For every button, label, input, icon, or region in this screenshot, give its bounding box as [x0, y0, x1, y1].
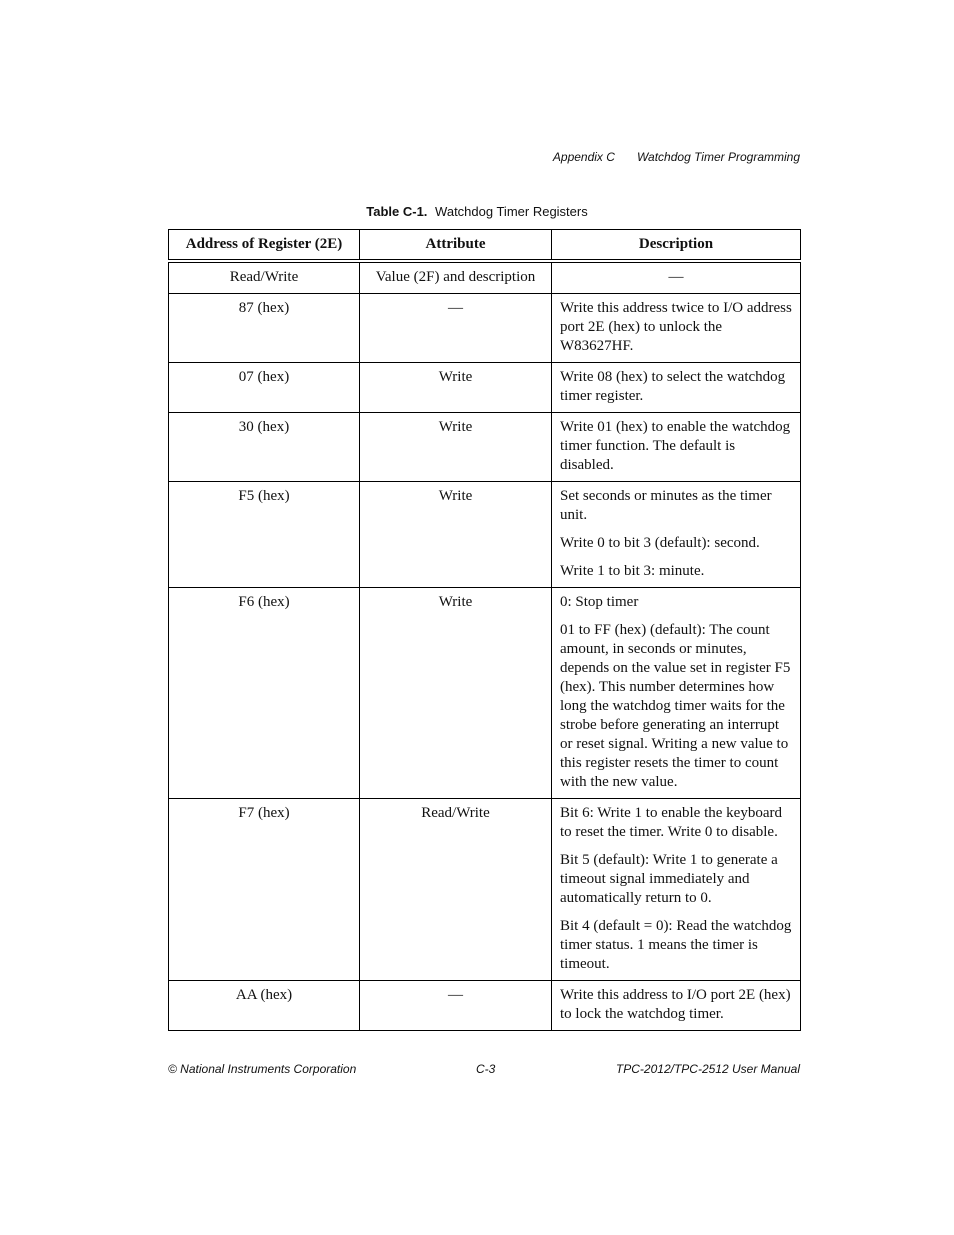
table-row	[169, 482, 801, 588]
cell-attribute: —	[360, 981, 552, 1031]
cell-description	[552, 588, 801, 799]
cell-attribute: Write	[360, 588, 552, 799]
cell-address: Read/Write	[169, 261, 360, 294]
description-paragraph: Set seconds or minutes as the timer unit.	[560, 488, 772, 523]
cell-address: F6 (hex)	[169, 588, 360, 799]
cell-description	[552, 261, 801, 294]
page-number: C-3	[476, 1062, 496, 1076]
table-row	[169, 363, 801, 413]
description-paragraph: Write this address to I/O port 2E (hex) to lock the watchdog timer.	[560, 987, 791, 1022]
table-row	[169, 588, 801, 799]
table-row	[169, 799, 801, 981]
cell-address: F7 (hex)	[169, 799, 360, 981]
cell-attribute: Write	[360, 413, 552, 482]
description-paragraph: Write this address twice to I/O address port 2E (hex) to unlock the W83627HF.	[560, 300, 792, 354]
table-title: Watchdog Timer Registers	[435, 204, 588, 219]
footer-copyright: © National Instruments Corporation	[168, 1062, 357, 1076]
cell-description	[552, 482, 801, 588]
cell-description	[552, 294, 801, 363]
description-paragraph: 01 to FF (hex) (default): The count amount, in seconds or minutes, depends on the value set in register F5 (hex). This number determines how long the watchdog timer waits for the strobe before generating an interrupt or reset signal. Writing a new value to this register resets the timer to count with the new value.	[560, 622, 791, 790]
cell-address: AA (hex)	[169, 981, 360, 1031]
cell-address: 87 (hex)	[169, 294, 360, 363]
description-paragraph: Bit 6: Write 1 to enable the keyboard to reset the timer. Write 0 to disable.	[560, 805, 782, 840]
cell-attribute: Write	[360, 363, 552, 413]
column-header-attribute: Attribute	[360, 230, 552, 262]
cell-address: 30 (hex)	[169, 413, 360, 482]
cell-description	[552, 413, 801, 482]
description-paragraph: —	[668, 269, 684, 285]
cell-attribute: Value (2F) and description	[360, 261, 552, 294]
appendix-label: Appendix C	[552, 150, 615, 164]
cell-attribute: Read/Write	[360, 799, 552, 981]
description-paragraph: Write 01 (hex) to enable the watchdog timer function. The default is disabled.	[560, 419, 791, 473]
column-header-description: Description	[552, 230, 801, 262]
table-row	[169, 981, 801, 1031]
cell-attribute: Write	[360, 482, 552, 588]
column-header-address: Address of Register (2E)	[169, 230, 360, 262]
section-title: Watchdog Timer Programming	[636, 150, 800, 164]
table-number: Table C-1.	[366, 204, 428, 219]
table-header-row	[169, 230, 801, 262]
cell-description	[552, 363, 801, 413]
cell-address: F5 (hex)	[169, 482, 360, 588]
description-paragraph: Bit 5 (default): Write 1 to generate a timeout signal immediately and automatically return to 0.	[560, 852, 778, 906]
description-paragraph: Write 1 to bit 3: minute.	[560, 563, 705, 579]
cell-description	[552, 981, 801, 1031]
description-paragraph: Bit 4 (default = 0): Read the watchdog timer status. 1 means the timer is timeout.	[560, 918, 792, 972]
description-paragraph: Write 08 (hex) to select the watchdog timer register.	[560, 369, 786, 404]
table-caption	[0, 204, 954, 219]
running-header	[553, 150, 800, 164]
table-row	[169, 294, 801, 363]
description-paragraph: Write 0 to bit 3 (default): second.	[560, 535, 760, 551]
cell-attribute: —	[360, 294, 552, 363]
table-row	[169, 413, 801, 482]
cell-description	[552, 799, 801, 981]
description-paragraph: 0: Stop timer	[560, 594, 639, 610]
footer-manual-title: TPC-2012/TPC-2512 User Manual	[615, 1062, 800, 1076]
watchdog-registers-table	[168, 229, 801, 1031]
cell-address: 07 (hex)	[169, 363, 360, 413]
table-row	[169, 261, 801, 294]
